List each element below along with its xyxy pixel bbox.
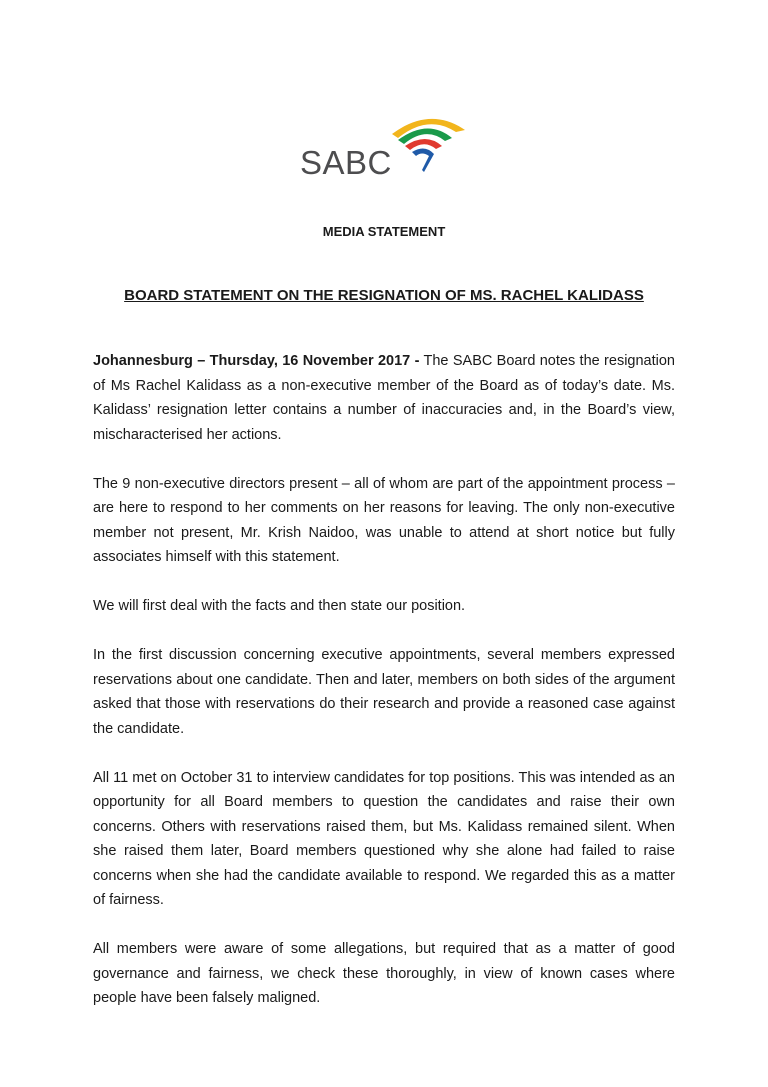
logo-wordmark: SABC bbox=[300, 144, 392, 181]
document-label: MEDIA STATEMENT bbox=[322, 224, 446, 239]
paragraph-4: In the first discussion concerning executive appointments, several members expressed reservations about one candidate. Then and later, members on both sides of the argument asked that those with reservations do their research and provide a reasoned case against the candidate. bbox=[93, 647, 675, 737]
dateline: Johannesburg – Thursday, 16 November 2017 - bbox=[93, 353, 420, 369]
statement-body bbox=[93, 349, 675, 1035]
paragraph-3: We will first deal with the facts and then state our position. bbox=[93, 598, 466, 614]
sabc-logo bbox=[300, 108, 470, 184]
paragraph-2: The 9 non-executive directors present – all of whom are part of the appointment process – are here to respond to her comments on her reasons for leaving. The only non-executive member not present, Mr. Krish Naidoo, was unable to attend at short notice but fully associates himself with this statement. bbox=[93, 475, 675, 565]
paragraph-6: All members were aware of some allegations, but required that as a matter of good governance and fairness, we check these thoroughly, in view of known cases where people have been falsely maligned. bbox=[93, 941, 675, 1006]
paragraph-1 bbox=[93, 349, 675, 447]
page-title: BOARD STATEMENT ON THE RESIGNATION OF MS. RACHEL KALIDASS bbox=[124, 287, 644, 304]
paragraph-1-text: The SABC Board notes the resignation of Ms Rachel Kalidass as a non-executive member of the Board as of today’s date. Ms. Kalidass’ resignation letter contains a number of inaccuracies and, in the Board’s view, mischaracterised her actions. bbox=[93, 353, 675, 443]
paragraph-5: All 11 met on October 31 to interview candidates for top positions. This was intended as an opportunity for all Board members to question the candidates and raise their own concerns. Others with reservations raised them, but Ms. Kalidass remained silent. When she raised them later, Board members questioned why she alone had failed to raise concerns when she had the candidate available to respond. We regarded this as a matter of fairness. bbox=[93, 769, 675, 908]
